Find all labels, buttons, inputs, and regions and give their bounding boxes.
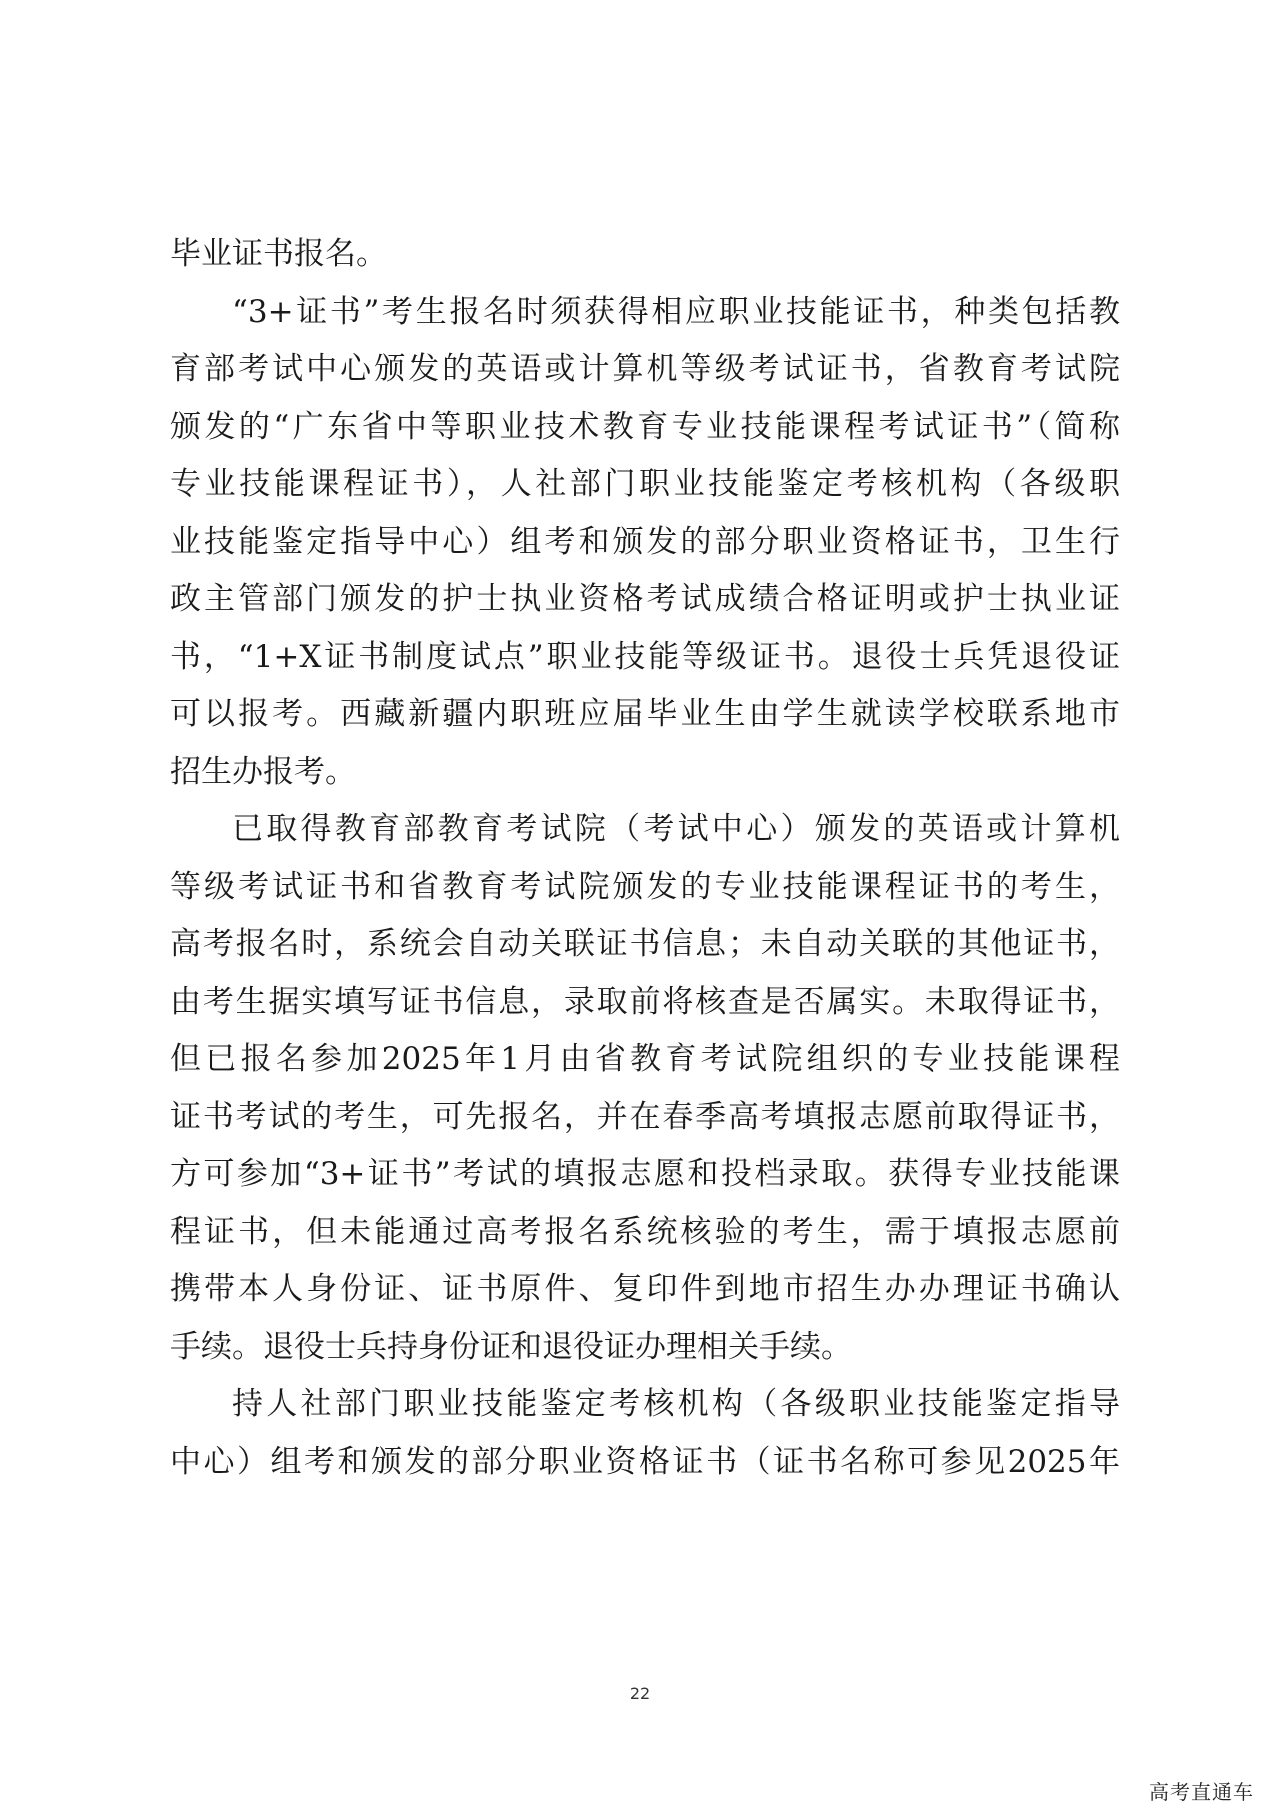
paragraph-line: 颁发的“广东省中等职业技术教育专业技能课程考试证书”（简称 [170,408,1120,445]
page-number: 22 [629,1684,651,1703]
paragraph-line: 招生办报考。 [170,753,356,790]
paragraph-line: 专业技能课程证书），人社部门职业技能鉴定考核机构（各级职 [170,466,1120,502]
paragraph-line: 高考报名时，系统会自动关联证书信息；未自动关联的其他证书， [170,926,1120,962]
paragraph-line: 证书考试的考生，可先报名，并在春季高考填报志愿前取得证书， [170,1098,1120,1135]
paragraph-line: 书，“1+X证书制度试点”职业技能等级证书。退役士兵凭退役证 [170,638,1120,675]
paragraph-line: 等级考试证书和省教育考试院颁发的专业技能课程证书的考生， [170,868,1120,905]
paragraph-line: 方可参加“3+证书”考试的填报志愿和投档录取。获得专业技能课 [170,1156,1120,1192]
paragraph-line: 手续。退役士兵持身份证和退役证办理相关手续。 [170,1328,852,1365]
paragraph-line: 程证书，但未能通过高考报名系统核验的考生，需于填报志愿前 [170,1213,1120,1250]
paragraph-line: 中心）组考和颁发的部分职业资格证书（证书名称可参见2025年 [170,1443,1120,1480]
paragraph-line: “3+证书”考生报名时须获得相应职业技能证书，种类包括教 [232,293,1120,330]
body-text [170,226,1120,1491]
paragraph-line: 可以报考。西藏新疆内职班应届毕业生由学生就读学校联系地市 [170,696,1120,732]
paragraph-line: 育部考试中心颁发的英语或计算机等级考试证书，省教育考试院 [170,351,1120,387]
paragraph-line: 政主管部门颁发的护士执业资格考试成绩合格证明或护士执业证 [170,581,1120,617]
paragraph-line: 毕业证书报名。 [170,236,387,272]
paragraph-line: 已取得教育部教育考试院（考试中心）颁发的英语或计算机 [232,811,1120,847]
paragraph-line: 但已报名参加2025年1月由省教育考试院组织的专业技能课程 [170,1041,1120,1077]
watermark-text: 高考直通车 [1149,1780,1254,1804]
paragraph-line: 持人社部门职业技能鉴定考核机构（各级职业技能鉴定指导 [232,1386,1120,1422]
paragraph-line: 业技能鉴定指导中心）组考和颁发的部分职业资格证书，卫生行 [170,523,1120,560]
paragraph-line: 携带本人身份证、证书原件、复印件到地市招生办办理证书确认 [170,1271,1120,1307]
paragraph-line: 由考生据实填写证书信息，录取前将核查是否属实。未取得证书， [170,983,1120,1020]
